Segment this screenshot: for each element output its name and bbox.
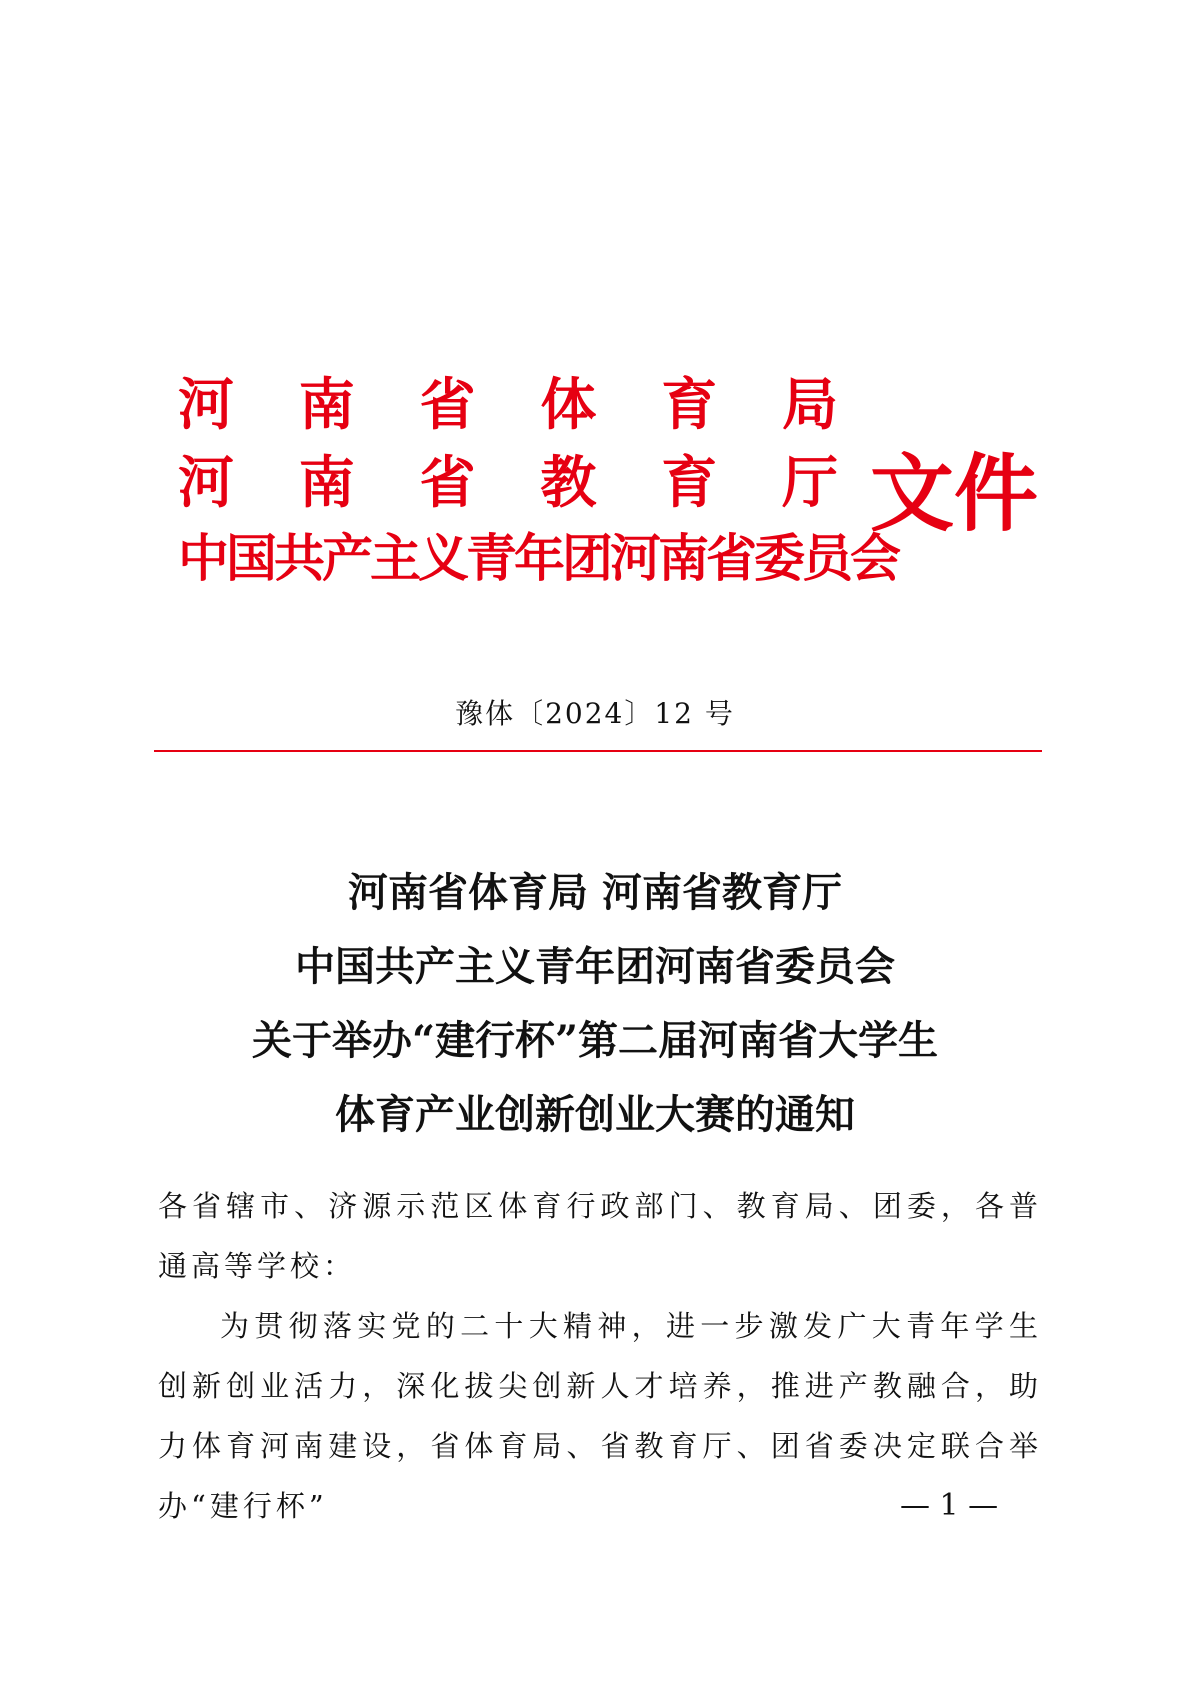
issuer-youth-league: 中国共产主义青年团河南省委员会: [178, 530, 899, 589]
issuer-char: 河: [178, 373, 234, 438]
issuer-char: 局: [781, 373, 838, 438]
issuer-education-department: [178, 452, 838, 516]
issuer-sports-bureau: [178, 374, 838, 438]
title-line: 关于举办“建行杯”第二届河南省大学生: [251, 1017, 938, 1064]
title-line: 体育产业创新创业大赛的通知: [335, 1091, 855, 1138]
document-number: 豫体〔2024〕12 号: [455, 697, 735, 730]
issuer-char: 育: [661, 373, 718, 438]
issuer-char: 体: [540, 373, 597, 438]
title-line: 中国共产主义青年团河南省委员会: [295, 943, 895, 990]
issuer-char: 南: [298, 373, 355, 438]
document-label: 文件: [870, 445, 1039, 543]
issuer-char: 省: [419, 451, 476, 516]
issuer-char: 厅: [781, 451, 838, 516]
body-paragraph: 为贯彻落实党的二十大精神，进一步激发广大青年学生创新创业活力，深化拔尖创新人才培养，推进产教融合，助力体育河南建设，省体育局、省教育厅、团省委决定联合举办“建行杯”: [158, 1309, 1042, 1523]
issuer-char: 河: [178, 451, 234, 516]
title-line: 河南省体育局 河南省教育厅: [348, 869, 842, 916]
salutation: 各省辖市、济源示范区体育行政部门、教育局、团委，各普通高等学校：: [158, 1189, 1042, 1283]
issuer-char: 教: [540, 451, 597, 516]
issuer-char: 南: [298, 451, 355, 516]
red-divider-line: [154, 750, 1042, 752]
document-body: [158, 1176, 1042, 1536]
issuer-char: 育: [661, 451, 718, 516]
page-number: — 1 —: [900, 1488, 999, 1523]
document-title: [0, 856, 1190, 1152]
issuer-char: 省: [419, 373, 476, 438]
